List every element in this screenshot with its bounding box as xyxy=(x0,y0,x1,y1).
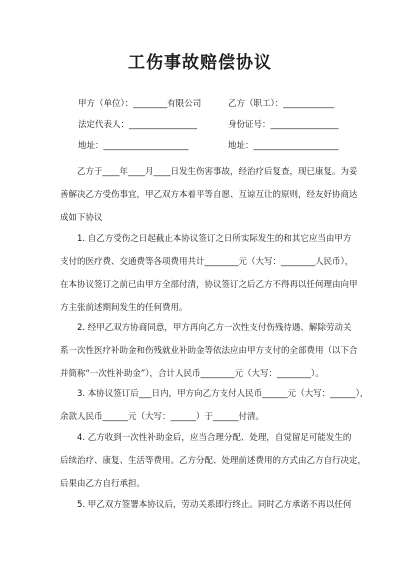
party-b-field: 乙方（职工）：____________ xyxy=(228,99,335,109)
text-line: 支付的医疗费、交通费等各项费用共计________元（大写：________人民币）， xyxy=(60,257,354,267)
text-line: 2. 经甲乙双方协商同意，甲方再向乙方一次性支付伤残待遇、解除劳动关 xyxy=(77,323,352,333)
party-b-address-field: 地址：____________________ xyxy=(228,141,339,151)
text-line: 4. 乙方收到一次性补助金后，应当合理分配、处理，自觉留足可能发生的 xyxy=(77,433,352,443)
field-row-address xyxy=(78,139,378,153)
text-line: 1. 自乙方受伤之日起截止本协议签订之日所实际发生的和其它应当由甲方 xyxy=(77,234,352,244)
field-row-party xyxy=(78,97,378,111)
text-line: 3. 本协议签订后___日内，甲方向乙方支付人民币______元（大写：______）， xyxy=(77,389,369,399)
id-number-field: 身份证号：________________ xyxy=(228,120,339,130)
text-line: 余款人民币______元（大写：______）于______付清。 xyxy=(60,412,265,422)
field-row-representative xyxy=(78,118,378,132)
text-line: 系一次性医疗补助金和伤残就业补助金等依法应由甲方支付的全部费用（以下合 xyxy=(60,346,358,356)
text-line: 方主张前述期间发生的任何费用。 xyxy=(60,303,188,313)
clause-4 xyxy=(60,427,367,496)
clause-1 xyxy=(60,228,358,320)
text-line: 并简称“一次性补助金”），合计人民币________元（大写：________）。 xyxy=(60,369,324,379)
text-line: 后续治疗、康复、生活等费用。乙方分配、处理前述费用的方式由乙方自行决定， xyxy=(60,456,367,466)
text-line: 善解决乙方受伤事宜，甲乙双方本着平等自愿、互谅互让的原则，经友好协商达 xyxy=(60,190,358,200)
party-a-field: 甲方（单位）：________有限公司 xyxy=(78,99,202,109)
clause-3 xyxy=(60,383,369,429)
text-line: 成如下协议 xyxy=(60,213,103,223)
party-a-address-field: 地址：____________________ xyxy=(78,141,189,151)
document-title: 工伤事故赔偿协议 xyxy=(128,53,272,73)
text-line: 后果由乙方自行承担。 xyxy=(60,479,146,489)
text-line: 在本协议签订之前已由甲方全部付清，协议签订之后乙方不得再以任何理由向甲 xyxy=(60,280,358,290)
text-line: 5. 甲乙双方签署本协议后，劳动关系即行终止。同时乙方承诺不再以任何 xyxy=(77,500,352,510)
legal-representative-field: 法定代表人：________________ xyxy=(78,120,198,130)
intro-paragraph xyxy=(60,161,358,230)
text-line: 乙方于____年____月____日发生伤害事故，经治疗后复查，现已康复。为妥 xyxy=(77,167,358,177)
clause-5 xyxy=(60,494,350,517)
clause-2 xyxy=(60,317,358,386)
